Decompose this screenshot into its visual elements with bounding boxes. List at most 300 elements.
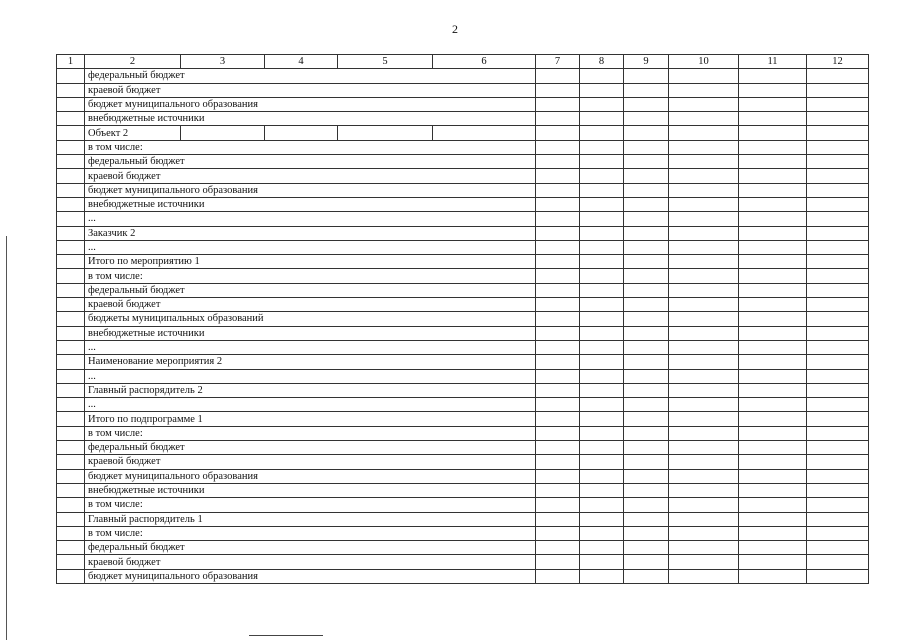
row-number-cell	[57, 269, 85, 283]
table-cell	[536, 569, 580, 583]
row-number-cell	[57, 555, 85, 569]
table-cell	[433, 126, 536, 140]
table-cell	[536, 512, 580, 526]
table-cell	[807, 398, 869, 412]
table-cell	[580, 455, 624, 469]
table-cell	[669, 569, 739, 583]
table-cell	[536, 298, 580, 312]
row-number-cell	[57, 212, 85, 226]
row-label: в том числе:	[85, 269, 536, 283]
budget-table	[56, 54, 869, 584]
table-cell	[624, 555, 669, 569]
table-cell	[807, 83, 869, 97]
table-cell	[669, 369, 739, 383]
table-cell	[669, 526, 739, 540]
table-cell	[536, 498, 580, 512]
table-row	[57, 97, 869, 111]
table-cell	[669, 283, 739, 297]
table-cell	[624, 69, 669, 83]
table-cell	[536, 197, 580, 211]
table-cell	[536, 269, 580, 283]
row-number-cell	[57, 541, 85, 555]
table-cell	[624, 183, 669, 197]
row-label: ...	[85, 398, 536, 412]
table-cell	[739, 240, 807, 254]
row-label: в том числе:	[85, 526, 536, 540]
table-row	[57, 240, 869, 254]
table-cell	[807, 383, 869, 397]
row-label: внебюджетные источники	[85, 326, 536, 340]
table-row	[57, 226, 869, 240]
row-number-cell	[57, 69, 85, 83]
table-cell	[739, 140, 807, 154]
table-cell	[624, 355, 669, 369]
table-cell	[580, 555, 624, 569]
table-cell	[739, 498, 807, 512]
table-cell	[624, 155, 669, 169]
table-cell	[580, 69, 624, 83]
table-cell	[624, 340, 669, 354]
row-number-cell	[57, 455, 85, 469]
table-cell	[807, 426, 869, 440]
table-cell	[807, 512, 869, 526]
table-row	[57, 212, 869, 226]
table-cell	[536, 455, 580, 469]
row-number-cell	[57, 126, 85, 140]
table-row	[57, 541, 869, 555]
table-cell	[536, 340, 580, 354]
table-cell	[338, 126, 433, 140]
row-number-cell	[57, 398, 85, 412]
row-label: федеральный бюджет	[85, 155, 536, 169]
table-row	[57, 140, 869, 154]
table-cell	[669, 541, 739, 555]
table-cell	[624, 483, 669, 497]
table-cell	[624, 441, 669, 455]
table-cell	[536, 240, 580, 254]
table-cell	[669, 555, 739, 569]
column-number-row	[57, 55, 869, 69]
table-cell	[624, 526, 669, 540]
table-cell	[580, 541, 624, 555]
table-cell	[580, 240, 624, 254]
table-cell	[669, 340, 739, 354]
table-cell	[669, 426, 739, 440]
table-cell	[536, 398, 580, 412]
table-cell	[739, 197, 807, 211]
row-number-cell	[57, 383, 85, 397]
table-cell	[624, 398, 669, 412]
table-cell	[739, 83, 807, 97]
table-cell	[580, 355, 624, 369]
table-cell	[624, 269, 669, 283]
table-cell	[669, 298, 739, 312]
table-row	[57, 169, 869, 183]
table-cell	[807, 212, 869, 226]
table-cell	[739, 255, 807, 269]
table-cell	[624, 469, 669, 483]
table-cell	[580, 569, 624, 583]
row-number-cell	[57, 169, 85, 183]
table-cell	[536, 155, 580, 169]
table-row	[57, 269, 869, 283]
row-label: внебюджетные источники	[85, 112, 536, 126]
table-cell	[536, 383, 580, 397]
table-cell	[807, 340, 869, 354]
table-cell	[265, 126, 338, 140]
table-cell	[536, 541, 580, 555]
row-number-cell	[57, 340, 85, 354]
table-cell	[669, 412, 739, 426]
column-header: 1	[57, 55, 85, 69]
row-number-cell	[57, 183, 85, 197]
table-cell	[807, 240, 869, 254]
table-row	[57, 412, 869, 426]
table-cell	[536, 355, 580, 369]
table-row	[57, 183, 869, 197]
table-cell	[624, 312, 669, 326]
row-label: федеральный бюджет	[85, 441, 536, 455]
row-number-cell	[57, 197, 85, 211]
table-cell	[580, 369, 624, 383]
table-cell	[669, 469, 739, 483]
column-header: 8	[580, 55, 624, 69]
row-number-cell	[57, 283, 85, 297]
table-cell	[536, 483, 580, 497]
table-cell	[807, 183, 869, 197]
table-row	[57, 69, 869, 83]
table-cell	[739, 212, 807, 226]
table-cell	[807, 155, 869, 169]
table-cell	[739, 526, 807, 540]
table-cell	[739, 383, 807, 397]
table-cell	[536, 255, 580, 269]
table-cell	[536, 140, 580, 154]
table-cell	[580, 83, 624, 97]
row-label: федеральный бюджет	[85, 541, 536, 555]
row-label: бюджет муниципального образования	[85, 97, 536, 111]
table-cell	[807, 369, 869, 383]
page-number: 2	[452, 22, 458, 36]
table-cell	[580, 398, 624, 412]
table-cell	[669, 197, 739, 211]
table-cell	[669, 140, 739, 154]
table-row	[57, 369, 869, 383]
table-cell	[669, 240, 739, 254]
table-cell	[739, 512, 807, 526]
row-number-cell	[57, 483, 85, 497]
table-cell	[580, 126, 624, 140]
column-header: 9	[624, 55, 669, 69]
row-label: бюджет муниципального образования	[85, 469, 536, 483]
row-number-cell	[57, 240, 85, 254]
table-cell	[807, 569, 869, 583]
row-number-cell	[57, 140, 85, 154]
table-cell	[807, 355, 869, 369]
table-cell	[624, 369, 669, 383]
table-row	[57, 398, 869, 412]
column-header: 3	[181, 55, 265, 69]
table-cell	[580, 269, 624, 283]
row-number-cell	[57, 569, 85, 583]
table-cell	[807, 312, 869, 326]
table-cell	[739, 541, 807, 555]
table-row	[57, 469, 869, 483]
table-cell	[536, 312, 580, 326]
table-cell	[739, 469, 807, 483]
table-cell	[807, 298, 869, 312]
table-cell	[580, 97, 624, 111]
table-cell	[580, 169, 624, 183]
table-cell	[739, 112, 807, 126]
table-cell	[807, 197, 869, 211]
table-row	[57, 569, 869, 583]
table-row	[57, 312, 869, 326]
table-cell	[624, 197, 669, 211]
table-cell	[536, 112, 580, 126]
table-cell	[624, 412, 669, 426]
table-row	[57, 483, 869, 497]
table-cell	[580, 526, 624, 540]
table-cell	[807, 255, 869, 269]
table-cell	[536, 69, 580, 83]
table-cell	[624, 255, 669, 269]
table-cell	[739, 269, 807, 283]
table-cell	[536, 83, 580, 97]
table-row	[57, 283, 869, 297]
table-cell	[807, 455, 869, 469]
row-number-cell	[57, 97, 85, 111]
table-cell	[739, 483, 807, 497]
table-row	[57, 555, 869, 569]
column-header: 6	[433, 55, 536, 69]
table-row	[57, 197, 869, 211]
row-label: в том числе:	[85, 426, 536, 440]
table-cell	[807, 140, 869, 154]
table-cell	[536, 369, 580, 383]
table-cell	[624, 112, 669, 126]
table-cell	[807, 441, 869, 455]
table-cell	[536, 169, 580, 183]
table-cell	[624, 298, 669, 312]
table-cell	[536, 526, 580, 540]
table-cell	[580, 498, 624, 512]
table-row	[57, 512, 869, 526]
table-cell	[807, 69, 869, 83]
table-cell	[807, 469, 869, 483]
table-cell	[807, 269, 869, 283]
table-row	[57, 526, 869, 540]
table-cell	[536, 426, 580, 440]
table-row	[57, 126, 869, 140]
table-cell	[669, 483, 739, 497]
row-label: краевой бюджет	[85, 555, 536, 569]
column-header: 12	[807, 55, 869, 69]
table-cell	[739, 326, 807, 340]
table-cell	[739, 298, 807, 312]
table-cell	[669, 326, 739, 340]
table-cell	[624, 326, 669, 340]
table-cell	[580, 197, 624, 211]
row-label: бюджет муниципального образования	[85, 183, 536, 197]
table-cell	[669, 169, 739, 183]
row-label: краевой бюджет	[85, 455, 536, 469]
table-cell	[739, 155, 807, 169]
table-cell	[580, 183, 624, 197]
table-cell	[536, 126, 580, 140]
table-cell	[669, 498, 739, 512]
row-number-cell	[57, 526, 85, 540]
table-cell	[624, 455, 669, 469]
table-cell	[807, 326, 869, 340]
table-cell	[739, 441, 807, 455]
table-cell	[580, 226, 624, 240]
row-label: федеральный бюджет	[85, 69, 536, 83]
table-cell	[739, 426, 807, 440]
table-cell	[739, 69, 807, 83]
row-number-cell	[57, 255, 85, 269]
table-cell	[669, 441, 739, 455]
table-cell	[580, 298, 624, 312]
table-cell	[739, 226, 807, 240]
table-row	[57, 255, 869, 269]
table-cell	[739, 183, 807, 197]
table-cell	[739, 398, 807, 412]
table-cell	[624, 283, 669, 297]
table-cell	[624, 212, 669, 226]
table-cell	[580, 155, 624, 169]
table-cell	[580, 255, 624, 269]
table-cell	[536, 183, 580, 197]
table-row	[57, 441, 869, 455]
row-number-cell	[57, 312, 85, 326]
table-row	[57, 298, 869, 312]
row-label: Главный распорядитель 2	[85, 383, 536, 397]
table-cell	[669, 112, 739, 126]
table-row	[57, 355, 869, 369]
table-cell	[669, 269, 739, 283]
table-cell	[536, 226, 580, 240]
row-label: Итого по мероприятию 1	[85, 255, 536, 269]
row-label: краевой бюджет	[85, 169, 536, 183]
table-cell	[624, 512, 669, 526]
column-header: 2	[85, 55, 181, 69]
table-cell	[669, 383, 739, 397]
table-cell	[807, 112, 869, 126]
table-cell	[536, 326, 580, 340]
row-number-cell	[57, 498, 85, 512]
table-row	[57, 155, 869, 169]
table-cell	[807, 97, 869, 111]
table-cell	[624, 97, 669, 111]
table-cell	[807, 541, 869, 555]
table-cell	[807, 555, 869, 569]
table-row	[57, 83, 869, 97]
table-cell	[807, 226, 869, 240]
table-cell	[624, 126, 669, 140]
table-cell	[669, 312, 739, 326]
table-cell	[624, 541, 669, 555]
table-cell	[669, 126, 739, 140]
table-cell	[536, 283, 580, 297]
row-label: внебюджетные источники	[85, 483, 536, 497]
row-number-cell	[57, 469, 85, 483]
table-cell	[580, 112, 624, 126]
row-number-cell	[57, 326, 85, 340]
row-number-cell	[57, 226, 85, 240]
table-cell	[536, 97, 580, 111]
table-cell	[669, 455, 739, 469]
table-cell	[739, 412, 807, 426]
table-cell	[669, 83, 739, 97]
column-header: 10	[669, 55, 739, 69]
table-cell	[536, 412, 580, 426]
table-cell	[669, 155, 739, 169]
table-cell	[624, 426, 669, 440]
table-cell	[580, 426, 624, 440]
table-row	[57, 340, 869, 354]
row-label: Заказчик 2	[85, 226, 536, 240]
row-label: Главный распорядитель 1	[85, 512, 536, 526]
table-cell	[807, 412, 869, 426]
row-number-cell	[57, 512, 85, 526]
row-label: ...	[85, 369, 536, 383]
table-cell	[580, 312, 624, 326]
table-cell	[739, 340, 807, 354]
table-cell	[624, 140, 669, 154]
table-cell	[580, 340, 624, 354]
table-cell	[739, 312, 807, 326]
table-cell	[580, 140, 624, 154]
table-cell	[739, 169, 807, 183]
bottom-rule-line	[249, 635, 323, 636]
row-label: краевой бюджет	[85, 298, 536, 312]
table-cell	[739, 569, 807, 583]
table-cell	[669, 398, 739, 412]
scan-left-edge-line	[6, 236, 7, 640]
table-row	[57, 498, 869, 512]
table-cell	[669, 69, 739, 83]
row-label: ...	[85, 212, 536, 226]
table-cell	[624, 498, 669, 512]
table-cell	[624, 169, 669, 183]
row-label: бюджеты муниципальных образований	[85, 312, 536, 326]
row-label: Наименование мероприятия 2	[85, 355, 536, 369]
table-cell	[739, 126, 807, 140]
table-cell	[807, 498, 869, 512]
table-cell	[669, 183, 739, 197]
table-cell	[807, 483, 869, 497]
table-cell	[624, 83, 669, 97]
table-cell	[739, 555, 807, 569]
column-header: 4	[265, 55, 338, 69]
table-cell	[580, 469, 624, 483]
column-header: 11	[739, 55, 807, 69]
row-label: бюджет муниципального образования	[85, 569, 536, 583]
table-cell	[669, 97, 739, 111]
table-cell	[580, 441, 624, 455]
table-cell	[580, 212, 624, 226]
table-cell	[739, 97, 807, 111]
row-number-cell	[57, 298, 85, 312]
table-row	[57, 112, 869, 126]
row-number-cell	[57, 412, 85, 426]
column-header: 5	[338, 55, 433, 69]
table-cell	[669, 255, 739, 269]
table-cell	[536, 441, 580, 455]
table-cell	[580, 383, 624, 397]
table-cell	[536, 555, 580, 569]
